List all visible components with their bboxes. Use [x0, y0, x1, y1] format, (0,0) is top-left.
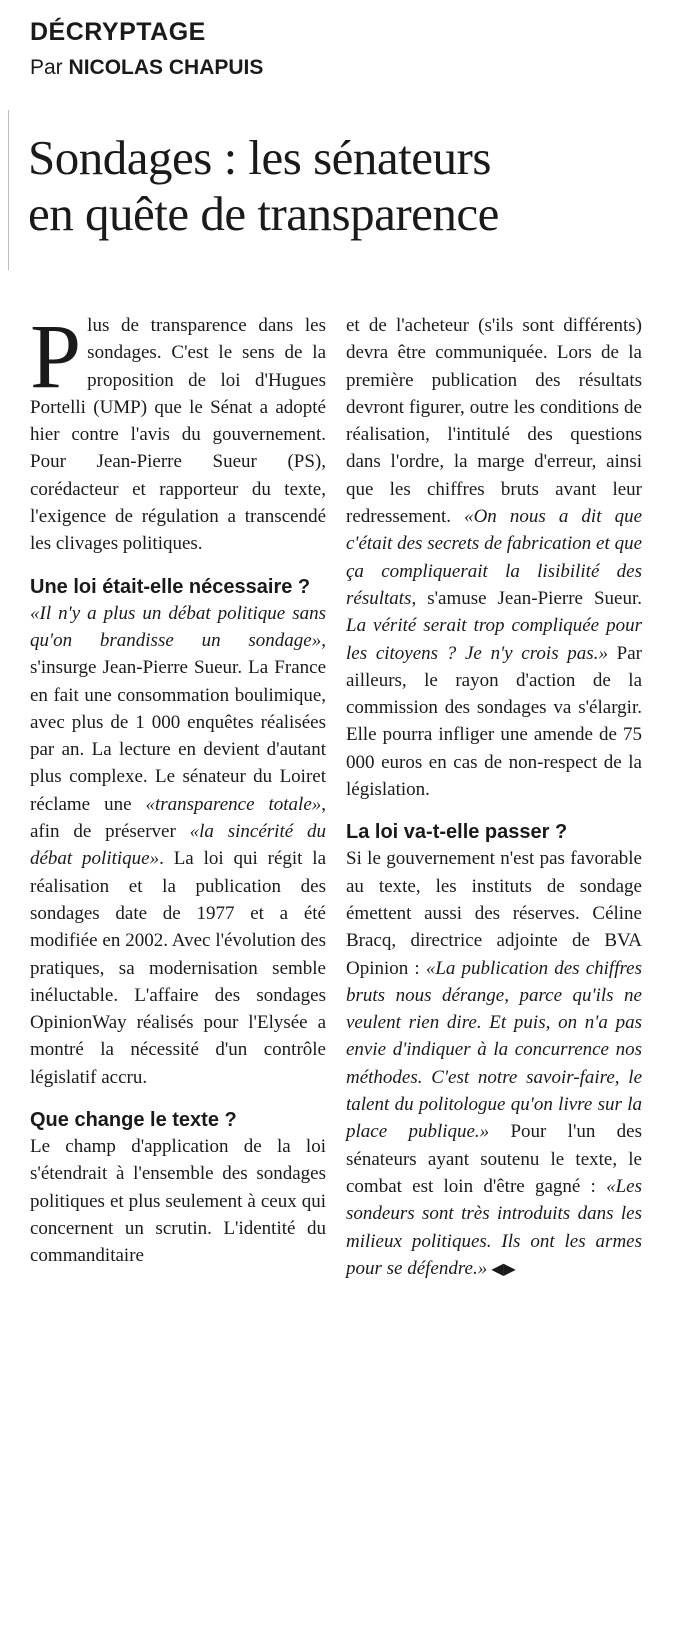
section-1-body: «Il n'y a plus un débat politique sans qu'on brandisse un sondage», s'insurge Jean-Pierre Sueur. La France en fait une consommation boulimique, avec plus de 1 000 enquêtes réalisées par an. La lecture en devient d'autant plus complexe. Le sénateur du Loiret réclame une «transparence totale», afin de préserver «la sincérité du débat politique». La loi qui régit la réalisation et la publication des sondages date de 1977 et a été modifiée en 2002. Avec l'évolution des pratiques, sa modernisation semble inéluctable. L'affaire des sondages OpinionWay réalisés pour l'Elysée a montré la nécessité d'un contrôle législatif accru.	[30, 602, 326, 1088]
section-3-body: Si le gouvernement n'est pas favorable au texte, les instituts de sondage émettent aussi des réserves. Céline Bracq, directrice adjointe de BVA Opinion : «La publication des chiffres bruts nous dérange, parce qu'ils ne veulent rien dire. Et puis, on n'a pas envie d'indiquer à la concurrence nos méthodes. C'est notre savoir-faire, le talent du politologue qu'on livre sur la place publique.» Pour l'un des sénateurs ayant soutenu le texte, le combat est loin d'être gagné : «Les sondeurs sont très introduits dans les milieux politiques. Ils ont les armes pour se défendre.» ◀▶	[346, 845, 642, 1283]
headline-line-2: en quête de transparence	[28, 186, 499, 241]
margin-rule	[8, 110, 9, 270]
headline	[28, 130, 678, 242]
section-2-title: Que change le texte ?	[30, 1109, 237, 1132]
section-kicker: DÉCRYPTAGE	[30, 18, 206, 46]
lead-text: lus de transparence dans les sondages. C'est le sens de la proposition de loi d'Hugues Portelli (UMP) que le Sénat a adopté hier contre l'avis du gouvernement. Pour Jean-Pierre Sueur (PS), corédacteur et rapporteur du texte, l'exigence de régulation a transcendé les clivages politiques.	[30, 315, 326, 555]
headline-line-1: Sondages : les sénateurs	[28, 130, 491, 185]
lead-paragraph	[30, 305, 326, 558]
column-left	[30, 305, 326, 1270]
section-3-title: La loi va-t-elle passer ?	[346, 821, 568, 844]
section-2-body-start: Le champ d'application de la loi s'étendrait à l'ensemble des sondages politiques et plus seulement à ceux qui concernent un scrutin. L'identité du commanditaire	[30, 1136, 326, 1267]
section-2-body-continued: et de l'acheteur (s'ils sont différents) devra être communiquée. Lors de la première publication des résultats devront figurer, outre les conditions de réalisation, l'intitulé des questions dans l'ordre, la marge d'erreur, ainsi que les chiffres bruts avant leur redressement. «On nous a dit que c'était des secrets de fabrication et que ça compliquerait la lisibilité des résultats, s'amuse Jean-Pierre Sueur. La vérité serait trop compliquée pour les citoyens ? Je n'y crois pas.» Par ailleurs, le rayon d'action de la commission des sondages va s'élargir. Elle pourra infliger une amende de 75 000 euros en cas de non-respect de la législation.	[346, 315, 643, 801]
byline-prefix: Par	[30, 56, 63, 79]
drop-cap: P	[30, 305, 82, 407]
column-right	[346, 312, 642, 1283]
end-of-article-icon: ◀▶	[491, 1260, 516, 1278]
byline	[30, 56, 263, 80]
section-1-title: Une loi était-elle nécessaire ?	[30, 575, 311, 598]
author-name: NICOLAS CHAPUIS	[68, 56, 264, 79]
